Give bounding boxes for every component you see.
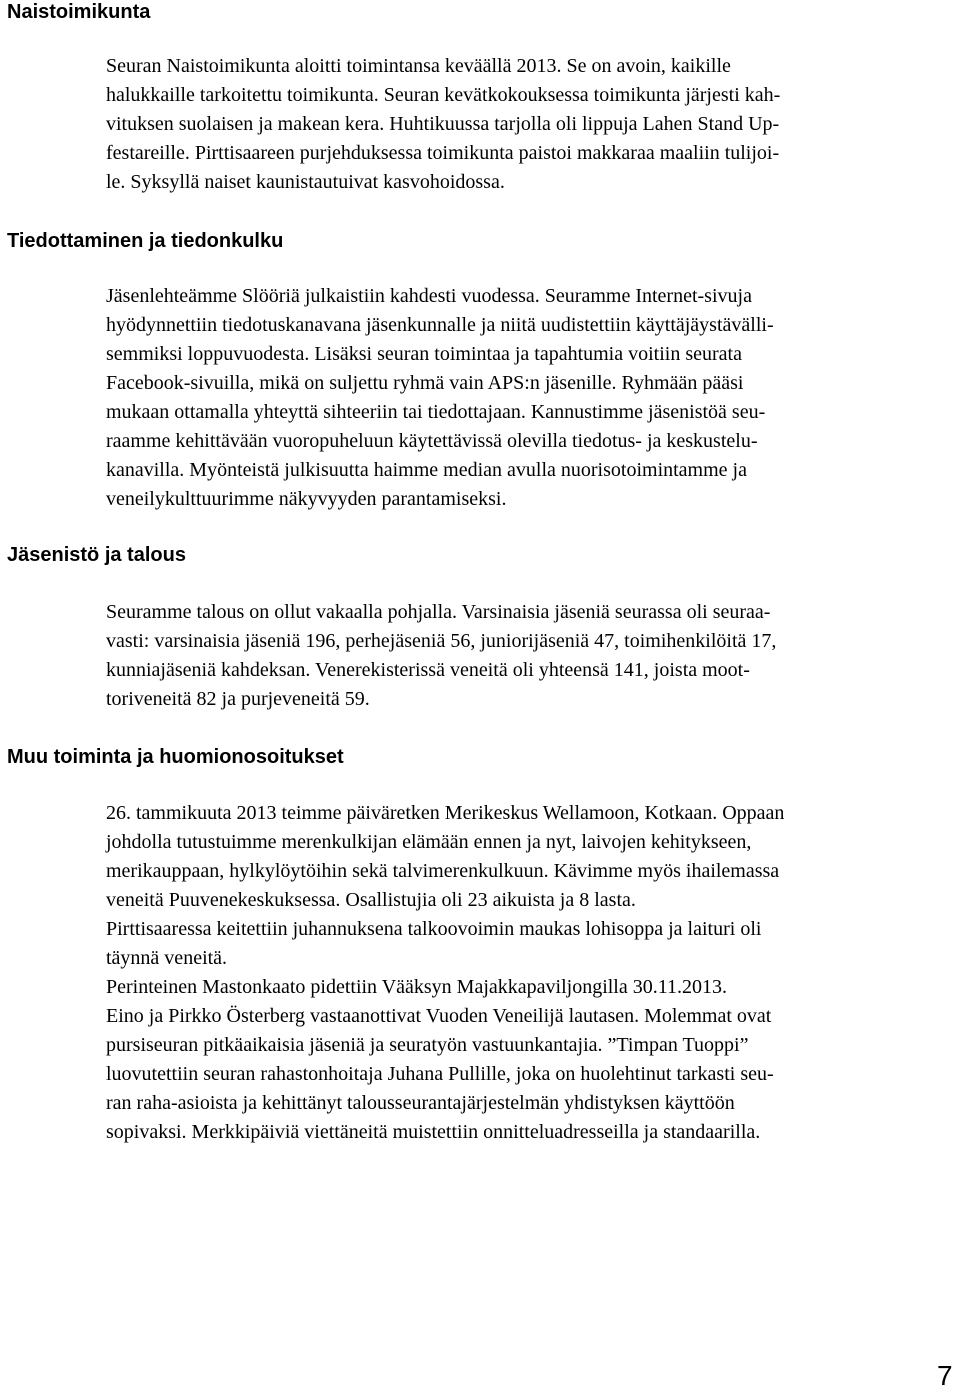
text-line: sopivaksi. Merkkipäiviä viettäneitä muistettiin onnitteluadresseilla ja standaarilla. bbox=[106, 1121, 761, 1143]
text-line: Eino ja Pirkko Österberg vastaanottivat Vuoden Veneilijä lautasen. Molemmat ovat bbox=[106, 1005, 772, 1027]
section-heading-jasenisto: Jäsenistö ja talous bbox=[7, 544, 186, 566]
paragraph-naistoimikunta bbox=[106, 52, 780, 197]
text-line: toriveneitä 82 ja purjeveneitä 59. bbox=[106, 688, 370, 710]
text-line: hyödynnettiin tiedotuskanavana jäsenkunnalle ja niitä uudistettiin käyttäjäystävälli- bbox=[106, 314, 774, 336]
text-line: vituksen suolaisen ja makean kera. Huhtikuussa tarjolla oli lippuja Lahen Stand Up- bbox=[106, 113, 780, 135]
section-heading-tiedottaminen: Tiedottaminen ja tiedonkulku bbox=[7, 230, 284, 252]
text-line: semmiksi loppuvuodesta. Lisäksi seuran toimintaa ja tapahtumia voitiin seurata bbox=[106, 343, 742, 365]
page-number: 7 bbox=[937, 1360, 953, 1391]
text-line: veneitä Puuvenekeskuksessa. Osallistujia oli 23 aikuista ja 8 lasta. bbox=[106, 889, 636, 911]
text-line: raamme kehittävään vuoropuheluun käytettävissä olevilla tiedotus- ja keskustelu- bbox=[106, 430, 758, 452]
text-line: Perinteinen Mastonkaato pidettiin Vääksyn Majakkapaviljongilla 30.11.2013. bbox=[106, 976, 727, 998]
text-line: Facebook-sivuilla, mikä on suljettu ryhmä vain APS:n jäsenille. Ryhmään pääsi bbox=[106, 372, 744, 394]
text-line: 26. tammikuuta 2013 teimme päiväretken Merikeskus Wellamoon, Kotkaan. Oppaan bbox=[106, 802, 785, 824]
text-line: veneilykulttuurimme näkyvyyden parantamiseksi. bbox=[106, 488, 507, 510]
text-line: festareille. Pirttisaareen purjehduksessa toimikunta paistoi makkaraa maaliin tulijoi- bbox=[106, 142, 780, 164]
text-line: Pirttisaaressa keitettiin juhannuksena talkoovoimin maukas lohisoppa ja laituri oli bbox=[106, 918, 762, 940]
text-line: vasti: varsinaisia jäseniä 196, perhejäseniä 56, juniorijäseniä 47, toimihenkilöitä 17, bbox=[106, 630, 777, 652]
text-line: Seuran Naistoimikunta aloitti toimintansa keväällä 2013. Se on avoin, kaikille bbox=[106, 55, 731, 77]
text-line: täynnä veneitä. bbox=[106, 947, 228, 969]
section-heading-muu-toiminta: Muu toiminta ja huomionosoitukset bbox=[7, 746, 344, 768]
text-line: ran raha-asioista ja kehittänyt talousseurantajärjestelmän yhdistyksen käyttöön bbox=[106, 1092, 735, 1114]
paragraph-jasenisto bbox=[106, 598, 776, 714]
section-heading-naistoimikunta: Naistoimikunta bbox=[7, 1, 151, 23]
text-line: kunniajäseniä kahdeksan. Venerekisterissä veneitä oli yhteensä 141, joista moot- bbox=[106, 659, 750, 681]
text-line: pursiseuran pitkäaikaisia jäseniä ja seuratyön vastuunkantajia. ”Timpan Tuoppi” bbox=[106, 1034, 749, 1056]
text-line: johdolla tutustuimme merenkulkijan elämään ennen ja nyt, laivojen kehitykseen, bbox=[106, 831, 752, 853]
text-line: Seuramme talous on ollut vakaalla pohjalla. Varsinaisia jäseniä seurassa oli seuraa- bbox=[106, 601, 771, 623]
text-line: le. Syksyllä naiset kaunistautuivat kasvohoidossa. bbox=[106, 171, 505, 193]
text-line: Jäsenlehteämme Slööriä julkaistiin kahdesti vuodessa. Seuramme Internet-sivuja bbox=[106, 285, 752, 307]
text-line: kanavilla. Myönteistä julkisuutta haimme median avulla nuorisotoimintamme ja bbox=[106, 459, 747, 481]
text-line: halukkaille tarkoitettu toimikunta. Seuran kevätkokouksessa toimikunta järjesti kah- bbox=[106, 84, 781, 106]
paragraph-tiedottaminen bbox=[106, 282, 774, 514]
text-line: mukaan ottamalla yhteyttä sihteeriin tai tiedottajaan. Kannustimme jäsenistöä seu- bbox=[106, 401, 766, 423]
paragraph-muu-toiminta bbox=[106, 799, 784, 1147]
text-line: merikauppaan, hylkylöytöihin sekä talvimerenkulkuun. Kävimme myös ihailemassa bbox=[106, 860, 780, 882]
text-line: luovutettiin seuran rahastonhoitaja Juhana Pullille, joka on huolehtinut tarkasti seu- bbox=[106, 1063, 774, 1085]
